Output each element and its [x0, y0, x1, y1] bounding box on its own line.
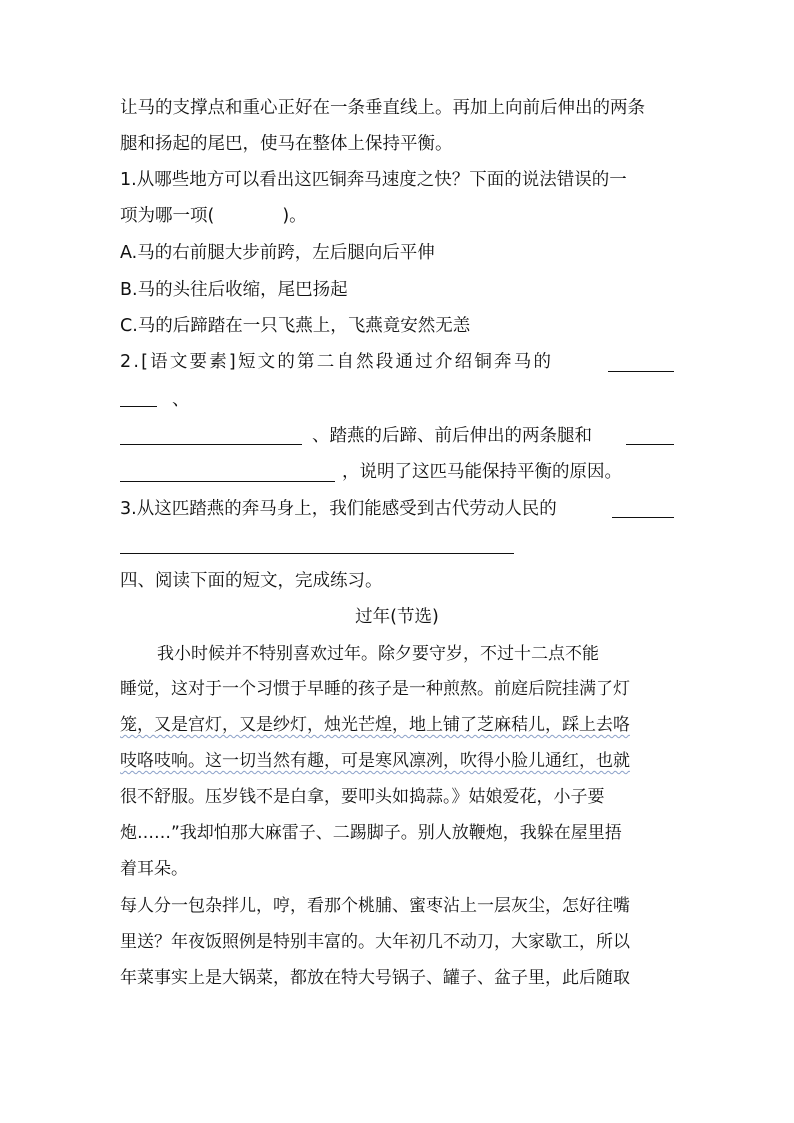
answer-blank[interactable]	[120, 480, 335, 482]
option-a: A.马的右前腿大步前跨，左后腿向后平伸	[120, 243, 435, 263]
answer-blank[interactable]	[612, 516, 674, 518]
passage-line: 着耳朵。	[120, 859, 188, 879]
answer-blank[interactable]	[120, 443, 302, 445]
passage-line: 炮……”我却怕那大麻雷子、二踢脚子。别人放鞭炮，我躲在屋里捂	[120, 823, 622, 843]
passage-title: 过年(节选)	[355, 607, 439, 627]
text-line: 让马的支撑点和重心正好在一条垂直线上。再加上向前后伸出的两条	[120, 98, 645, 118]
answer-blank[interactable]	[120, 552, 514, 554]
question-1-text-cont	[120, 204, 680, 228]
passage-line: 年菜事实上是大锅菜，都放在特大号锅子、罐子、盆子里，此后随取	[120, 968, 630, 988]
passage-line: 我小时候并不特别喜欢过年。除夕要守岁，不过十二点不能	[157, 644, 599, 664]
question-2-text-cont: 、踏燕的后蹄、前后伸出的两条腿和	[312, 426, 592, 446]
question-2-text	[120, 350, 680, 374]
passage-segment: 睡觉，这对于一个习惯于早睡的孩子是一种煎熬。前庭后院挂满了灯	[120, 679, 630, 699]
answer-blank[interactable]	[626, 443, 674, 445]
question-2-prompt: 2.[语文要素]短文的第二自然段通过介绍铜奔马的	[120, 352, 554, 372]
section-heading: 四、阅读下面的短文，完成练习。	[120, 571, 383, 591]
question-1-prompt: 项为哪一项(	[120, 206, 215, 226]
question-1-text: 1.从哪些地方可以看出这匹铜奔马速度之快？下面的说法错误的一	[120, 170, 627, 190]
separator-text: 、	[172, 390, 190, 410]
option-b: B.马的头往后收缩，尾巴扬起	[120, 280, 348, 300]
passage-line	[120, 749, 680, 773]
answer-blank[interactable]	[120, 405, 157, 407]
passage-segment-underlined: 吱咯吱响。这一切当然有趣，可是寒风凛冽，吹得小脸儿通红，也就	[120, 751, 630, 771]
option-c: C.马的后蹄踏在一只飞燕上，飞燕竟安然无恙	[120, 316, 471, 336]
answer-blank[interactable]	[608, 370, 674, 372]
question-2-text-end: ，说明了这匹马能保持平衡的原因。	[342, 462, 622, 482]
text-line: 腿和扬起的尾巴，使马在整体上保持平衡。	[120, 134, 453, 154]
passage-line: 里送？年夜饭照例是特别丰富的。大年初几不动刀，大家歇工，所以	[120, 932, 630, 952]
passage-line-underlined: 笼，又是宫灯，又是纱灯，烛光芒煌，地上铺了芝麻秸儿，踩上去咯	[120, 715, 630, 735]
passage-line	[120, 677, 680, 701]
question-3-text: 3.从这匹踏燕的奔马身上，我们能感受到古代劳动人民的	[120, 499, 557, 519]
passage-line: 很不舒服。压岁钱不是白拿，要叩头如捣蒜。》姑娘爱花，小子要	[120, 787, 605, 807]
passage-line: 每人分一包杂拌儿，哼，看那个桃脯、蜜枣沾上一层灰尘，怎好往嘴	[120, 896, 630, 916]
question-1-close: )。	[282, 206, 307, 226]
